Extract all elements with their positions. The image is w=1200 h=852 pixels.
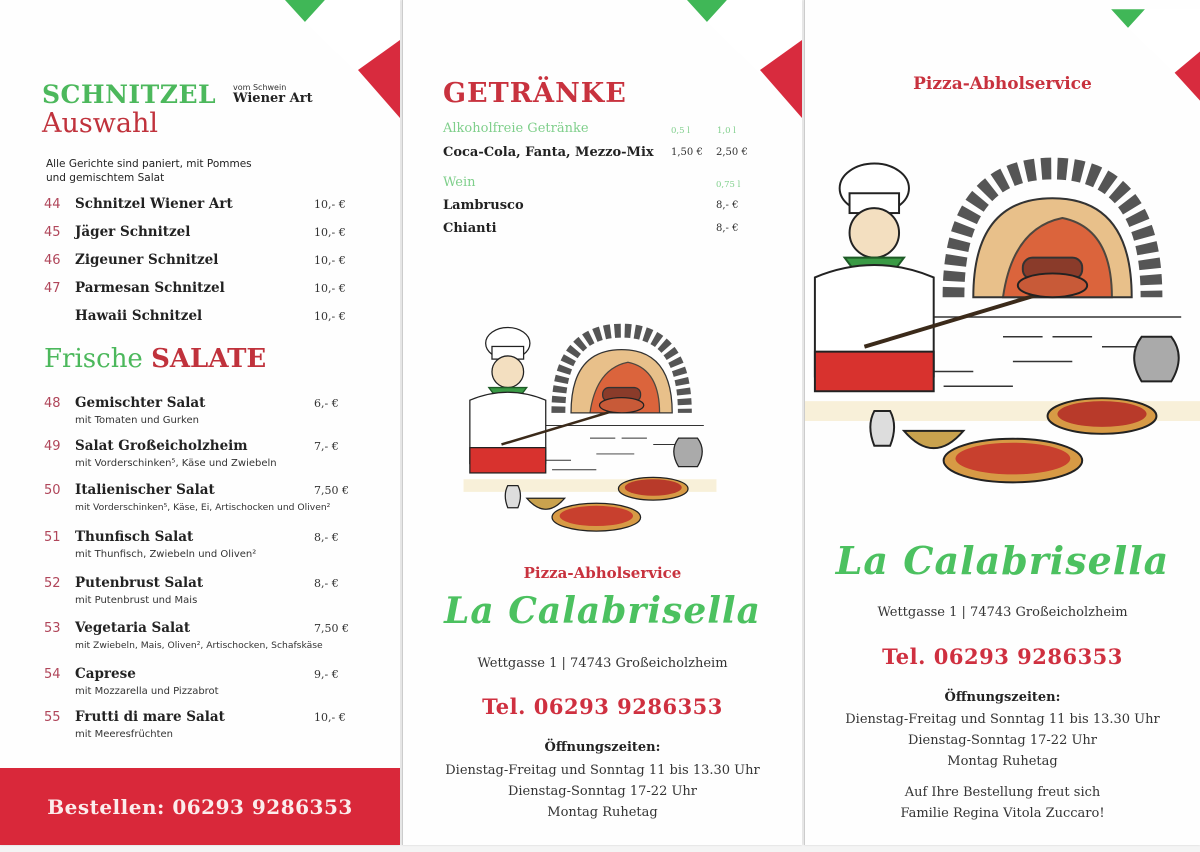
opening-hours-line: Dienstag-Freitag und Sonntag 11 bis 13.30 Uhr: [845, 712, 1160, 727]
item-price: 10,- €: [314, 282, 346, 295]
item-description: mit Putenbrust und Mais: [75, 595, 198, 606]
item-description: mit Zwiebeln, Mais, Oliven², Artischocken, Schafskäse: [75, 640, 323, 651]
drinks-category-softdrinks: Alkoholfreie Getränke: [443, 121, 589, 136]
schnitzel-title-auswahl: Auswahl: [42, 108, 158, 139]
item-price: 8,- €: [314, 577, 339, 590]
salate-title: [44, 344, 266, 374]
salate-title-red: SALATE: [151, 344, 267, 374]
item-name: Gemischter Salat: [75, 395, 206, 411]
item-description: mit Thunfisch, Zwiebeln und Oliven²: [75, 549, 257, 560]
restaurant-address: Wettgasse 1 | 74743 Großeicholzheim: [477, 656, 728, 671]
salate-title-green: Frische: [44, 344, 152, 374]
item-price: 10,- €: [314, 310, 346, 323]
item-price: 10,- €: [314, 198, 346, 211]
item-price: 9,- €: [314, 668, 339, 681]
item-name: Vegetaria Salat: [75, 620, 191, 636]
item-name: Parmesan Schnitzel: [75, 280, 225, 296]
drinks-title: GETRÄNKE: [443, 78, 627, 109]
order-phone-banner[interactable]: Bestellen: 06293 9286353: [0, 768, 400, 845]
italian-flag-corner-icon: [1090, 0, 1200, 120]
item-number: 47: [44, 281, 61, 296]
schnitzel-intro: [46, 157, 306, 185]
item-price: 10,- €: [314, 711, 346, 724]
item-name: Hawaii Schnitzel: [75, 308, 203, 324]
size-column-label: 0,75 l: [716, 180, 741, 190]
drink-name: Chianti: [443, 221, 497, 236]
item-description: mit Tomaten und Gurken: [75, 415, 199, 426]
pizza-chef-illustration: [805, 132, 1200, 502]
item-price: 7,50 €: [314, 622, 349, 635]
drinks-category-wine: Wein: [443, 175, 476, 190]
opening-hours-line: Dienstag-Freitag und Sonntag 11 bis 13.30 Uhr: [445, 763, 760, 778]
item-number: 51: [44, 530, 61, 545]
item-price: 6,- €: [314, 397, 339, 410]
item-price: 10,- €: [314, 226, 346, 239]
item-price: 7,- €: [314, 440, 339, 453]
item-name: Caprese: [75, 666, 136, 682]
item-number: 45: [44, 225, 61, 240]
italian-flag-corner-icon: [672, 0, 802, 120]
schnitzel-subtitle-bold: Wiener Art: [233, 91, 313, 106]
item-name: Italienischer Salat: [75, 482, 215, 498]
restaurant-address: Wettgasse 1 | 74743 Großeicholzheim: [877, 605, 1128, 620]
closing-line: Familie Regina Vitola Zuccaro!: [900, 806, 1105, 821]
item-price: 7,50 €: [314, 484, 349, 497]
opening-hours: [403, 760, 802, 823]
restaurant-name-logo: La Calabrisella: [444, 590, 761, 632]
item-name: Schnitzel Wiener Art: [75, 196, 233, 212]
restaurant-phone[interactable]: Tel. 06293 9286353: [482, 694, 723, 719]
pizza-service-label: Pizza-Abholservice: [523, 564, 682, 582]
menu-panel-right: [804, 0, 1200, 845]
item-number: 52: [44, 576, 61, 591]
item-name: Putenbrust Salat: [75, 575, 204, 591]
drink-price: 8,- €: [716, 223, 739, 234]
item-price: 10,- €: [314, 254, 346, 267]
item-name: Thunfisch Salat: [75, 529, 194, 545]
restaurant-phone[interactable]: Tel. 06293 9286353: [882, 644, 1123, 669]
item-number: 55: [44, 710, 61, 725]
item-description: mit Meeresfrüchten: [75, 729, 174, 740]
item-name: Frutti di mare Salat: [75, 709, 225, 725]
closing-line: Auf Ihre Bestellung freut sich: [904, 785, 1101, 800]
item-description: mit Vorderschinken⁵, Käse und Zwiebeln: [75, 458, 277, 469]
pizza-chef-illustration: [455, 318, 725, 533]
opening-hours-line: Montag Ruhetag: [547, 805, 658, 820]
item-name: Salat Großeicholzheim: [75, 438, 248, 454]
item-number: 49: [44, 439, 61, 454]
opening-hours-line: Dienstag-Sonntag 17-22 Uhr: [507, 784, 698, 799]
intro-line: und gemischtem Salat: [46, 172, 165, 184]
item-price: 8,- €: [314, 531, 339, 544]
schnitzel-title: SCHNITZEL: [42, 80, 217, 109]
closing-message: [805, 782, 1200, 824]
opening-hours-title: Öffnungszeiten:: [544, 740, 661, 755]
opening-hours-line: Montag Ruhetag: [947, 754, 1058, 769]
item-number: 54: [44, 667, 61, 682]
item-name: Jäger Schnitzel: [75, 224, 191, 240]
drink-price: 8,- €: [716, 200, 739, 211]
intro-line: Alle Gerichte sind paniert, mit Pommes: [46, 158, 252, 170]
menu-panel-middle: [402, 0, 802, 845]
item-number: 50: [44, 483, 61, 498]
item-description: mit Vorderschinken⁵, Käse, Ei, Artischocken und Oliven²: [75, 502, 331, 513]
item-name: Zigeuner Schnitzel: [75, 252, 219, 268]
pizza-service-label: Pizza-Abholservice: [913, 74, 1092, 94]
drink-price: 1,50 €: [671, 147, 703, 158]
opening-hours-line: Dienstag-Sonntag 17-22 Uhr: [907, 733, 1098, 748]
menu-panel-left: [0, 0, 400, 845]
item-number: 53: [44, 621, 61, 636]
item-description: mit Mozzarella und Pizzabrot: [75, 686, 219, 697]
item-number: 48: [44, 396, 61, 411]
opening-hours-title: Öffnungszeiten:: [944, 690, 1061, 705]
drink-price: 2,50 €: [716, 147, 748, 158]
restaurant-name-logo: La Calabrisella: [835, 538, 1170, 583]
schnitzel-subtitle-small: vom Schwein: [233, 83, 287, 92]
drink-name: Coca-Cola, Fanta, Mezzo-Mix: [443, 145, 654, 160]
item-number: 44: [44, 197, 61, 212]
drink-name: Lambrusco: [443, 198, 524, 213]
size-column-label: 1,0 l: [717, 126, 736, 136]
item-number: 46: [44, 253, 61, 268]
opening-hours: [805, 709, 1200, 772]
size-column-label: 0,5 l: [671, 126, 690, 136]
